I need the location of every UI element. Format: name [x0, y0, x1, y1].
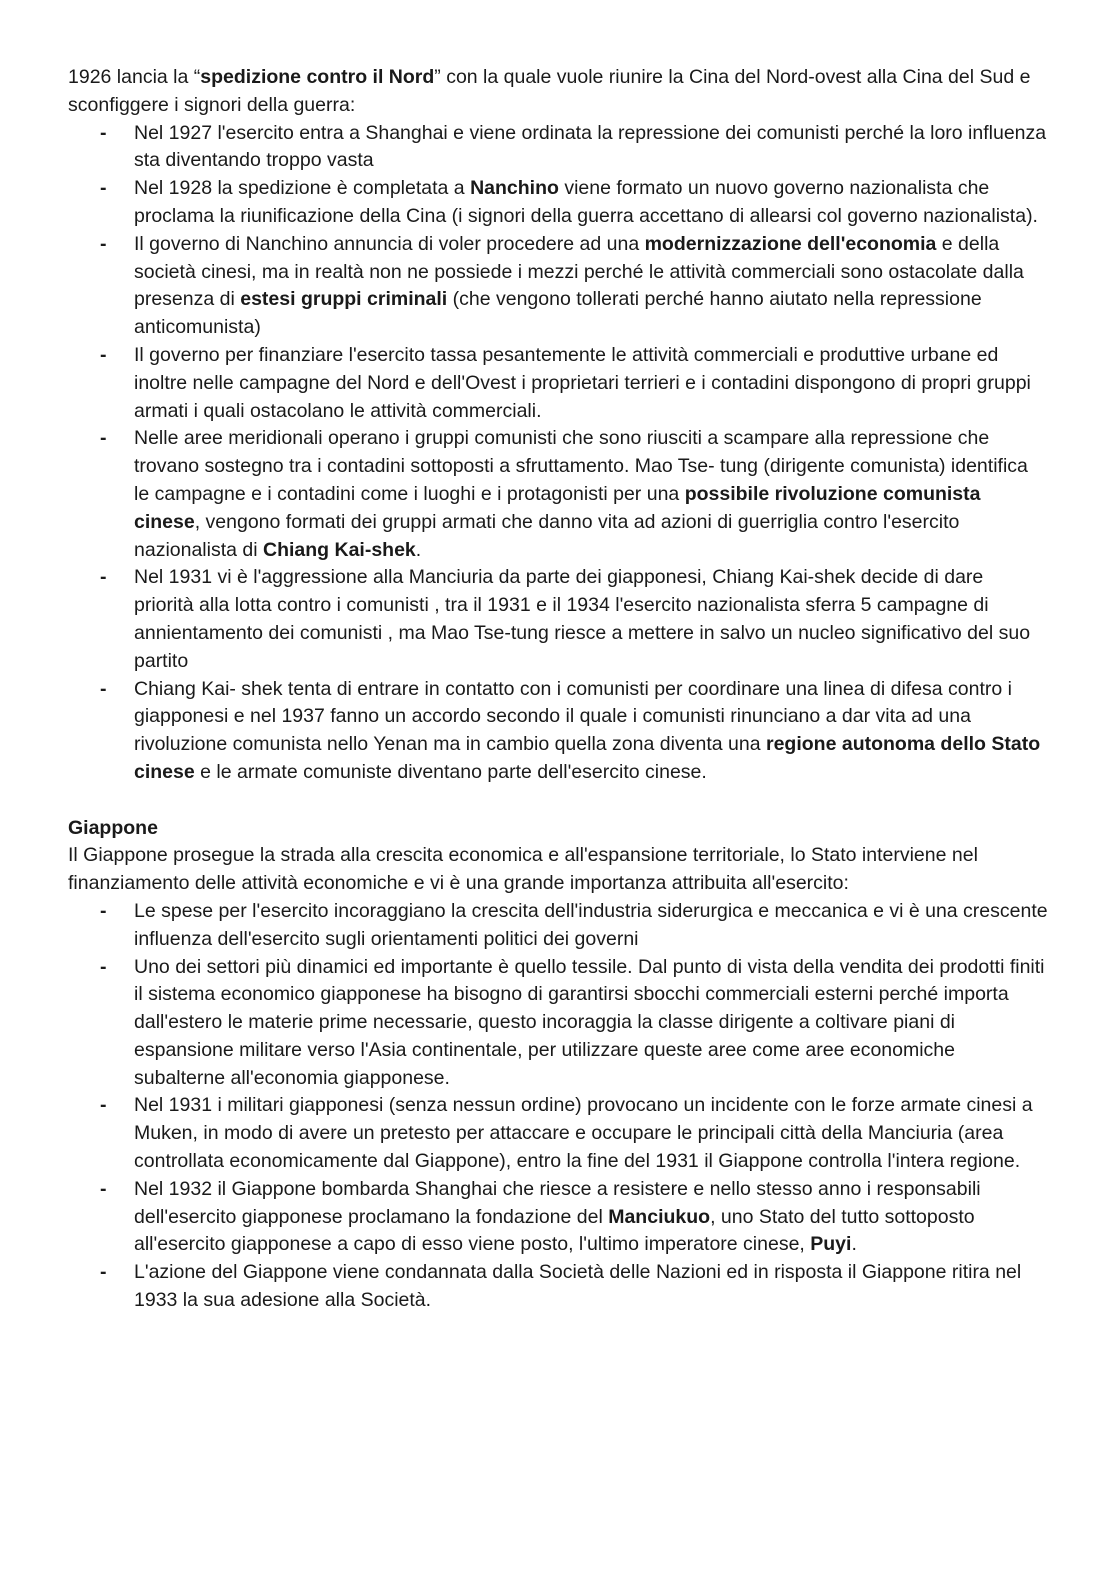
list-item: - Il governo per finanziare l'esercito tassa pesantemente le attività commerciali e produttive urbane ed inoltre nelle campagne del Nord e dell'Ovest i proprietari terrieri e i contadini dispongono di propri gruppi armati i quali ostacolano le attività commerciali.	[100, 343, 1031, 422]
dash-marker: -	[100, 177, 107, 200]
list-item: - Nel 1928 la spedizione è completata a Nanchino viene formato un nuovo governo nazionalista che proclama la riunificazione della Cina (i signori della guerra accettano di allearsi col governo nazionalista).	[100, 177, 1038, 227]
dash-marker: -	[100, 1094, 107, 1117]
dash-marker: -	[100, 232, 107, 255]
dash-marker: -	[100, 899, 107, 922]
dash-marker: -	[100, 677, 107, 700]
section-heading-giappone: Giappone	[68, 816, 158, 839]
japan-list	[68, 898, 1048, 1315]
document-page	[68, 64, 1048, 1315]
dash-marker: -	[100, 427, 107, 450]
dash-marker: -	[100, 121, 107, 144]
list-item: - Nel 1931 vi è l'aggressione alla Manciuria da parte dei giapponesi, Chiang Kai-shek decide di dare priorità alla lotta contro i comunisti , tra il 1931 e il 1934 l'esercito nazionalista sferra 5 campagne di annientamento dei comunisti , ma Mao Tse-tung riesce a mettere in salvo un nucleo significativo del suo partito	[100, 566, 1031, 672]
dash-marker: -	[100, 955, 107, 978]
list-item: - L'azione del Giappone viene condannata dalla Società delle Nazioni ed in risposta il Giappone ritira nel 1933 la sua adesione alla Società.	[100, 1261, 1022, 1312]
section-spacer	[68, 787, 1048, 815]
intro-bold: spedizione contro il Nord	[200, 66, 435, 88]
list-item: - Il governo di Nanchino annuncia di voler procedere ad una modernizzazione dell'economia e della società cinesi, ma in realtà non ne possiede i mezzi perché le attività commerciali sono ostacolate dalla presenza di estesi gruppi criminali (che vengono tollerati perché hanno aiutato nella repressione anticomunista)	[100, 232, 1024, 339]
intro-paragraph: 1926 lancia la “spedizione contro il Nord” con la quale vuole riunire la Cina del Nord-ovest alla Cina del Sud e sconfiggere i signori della guerra:	[68, 66, 1031, 116]
dash-marker: -	[100, 1177, 107, 1200]
dash-marker: -	[100, 343, 107, 366]
list-item: - Chiang Kai- shek tenta di entrare in contatto con i comunisti per coordinare una linea di difesa contro i giapponesi e nel 1937 fanno un accordo secondo il quale i comunisti rinunciano a dar vita ad una rivoluzione comunista nello Yenan ma in cambio quella zona diventa una regione autonoma dello Stato cinese e le armate comuniste diventano parte dell'esercito cinese.	[100, 677, 1041, 783]
list-item: - Nelle aree meridionali operano i gruppi comunisti che sono riusciti a scampare alla repressione che trovano sostegno tra i contadini sottoposti a sfruttamento. Mao Tse- tung (dirigente comunista) identifica le campagne e i contadini come i luoghi e i protagonisti per una possibile rivoluzione comunista cinese, vengono formati dei gruppi armati che danno vita ad azioni di guerriglia contro l'esercito nazionalista di Chiang Kai-shek.	[100, 427, 1028, 561]
china-list	[68, 120, 1048, 787]
list-item: - Nel 1931 i militari giapponesi (senza nessun ordine) provocano un incidente con le forze armate cinesi a Muken, in modo di avere un pretesto per attaccare e occupare le principali città della Manciuria (area controllata economicamente dal Giappone), entro la fine del 1931 il Giappone controlla l'intera regione.	[100, 1094, 1033, 1173]
dash-marker: -	[100, 566, 107, 589]
list-item: - Nel 1932 il Giappone bombarda Shanghai che riesce a resistere e nello stesso anno i responsabili dell'esercito giapponese proclamano la fondazione del Manciukuo, uno Stato del tutto sottoposto all'esercito giapponese a capo di esso viene posto, l'ultimo imperatore cinese, Puyi.	[100, 1177, 981, 1256]
japan-intro-paragraph: Il Giappone prosegue la strada alla crescita economica e all'espansione territoriale, lo Stato interviene nel finanziamento delle attività economiche e vi è una grande importanza attribuita all'esercito:	[68, 844, 978, 895]
list-item: - Uno dei settori più dinamici ed importante è quello tessile. Dal punto di vista della vendita dei prodotti finiti il sistema economico giapponese ha bisogno di garantirsi sbocchi commerciali esterni perché importa dall'estero le materie prime necessarie, questo incoraggia la classe dirigente a coltivare piani di espansione militare verso l'Asia continentale, per utilizzare queste aree come aree economiche subalterne all'economia giapponese.	[100, 955, 1045, 1089]
list-item: - Nel 1927 l'esercito entra a Shanghai e viene ordinata la repressione dei comunisti perché la loro influenza sta diventando troppo vasta	[100, 121, 1047, 172]
list-item: - Le spese per l'esercito incoraggiano la crescita dell'industria siderurgica e meccanica e vi è una crescente influenza dell'esercito sugli orientamenti politici dei governi	[100, 899, 1048, 950]
dash-marker: -	[100, 1261, 107, 1284]
